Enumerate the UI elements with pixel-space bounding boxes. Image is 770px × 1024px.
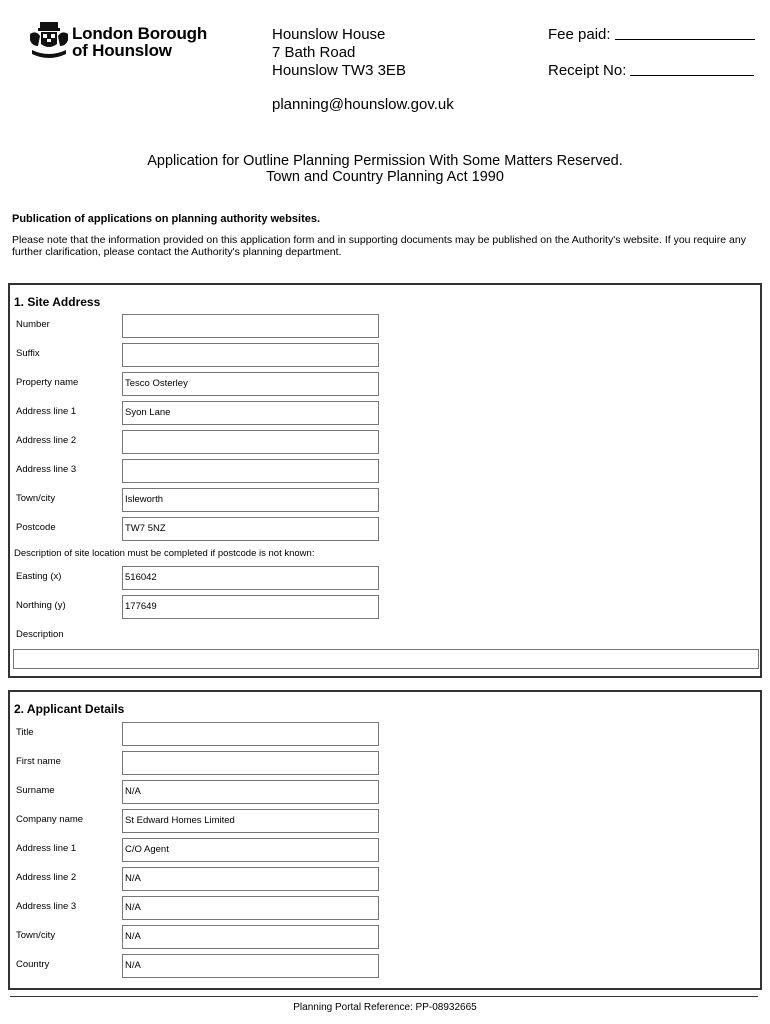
fee-paid-line <box>615 38 755 40</box>
address-line2-field[interactable] <box>122 430 379 454</box>
section-title: 1. Site Address <box>14 295 101 309</box>
company-name-field[interactable]: St Edward Homes Limited <box>122 809 379 833</box>
title-field[interactable] <box>122 722 379 746</box>
field-label: Address line 2 <box>16 872 77 883</box>
receipt-no-line <box>630 74 754 76</box>
country-field[interactable]: N/A <box>122 954 379 978</box>
organisation-name <box>72 25 207 59</box>
address-line3-field[interactable] <box>122 459 379 483</box>
section-title: 2. Applicant Details <box>14 702 125 716</box>
borough-crest-logo <box>26 20 72 60</box>
applicant-address-line3-field[interactable]: N/A <box>122 896 379 920</box>
suffix-field[interactable] <box>122 343 379 367</box>
form-title-line2: Town and Country Planning Act 1990 <box>266 169 504 185</box>
address-line1-field[interactable]: Syon Lane <box>122 401 379 425</box>
location-note: Description of site location must be completed if postcode is not known: <box>14 548 315 559</box>
receipt-no-label: Receipt No: <box>548 62 627 79</box>
applicant-details-section <box>8 690 762 990</box>
applicant-address-line2-field[interactable]: N/A <box>122 867 379 891</box>
publication-heading: Publication of applications on planning authority websites. <box>12 213 321 225</box>
receipt-no-row <box>548 62 754 79</box>
field-label: Suffix <box>16 348 40 359</box>
field-label: Address line 3 <box>16 901 77 912</box>
easting-field[interactable]: 516042 <box>122 566 379 590</box>
applicant-address-line1-field[interactable]: C/O Agent <box>122 838 379 862</box>
property-name-field[interactable]: Tesco Osterley <box>122 372 379 396</box>
contact-email: planning@hounslow.gov.uk <box>272 96 454 113</box>
field-label: First name <box>16 756 61 767</box>
footer-divider <box>10 996 758 997</box>
field-label: Company name <box>16 814 84 825</box>
field-label: Description <box>16 629 64 640</box>
address-line: 7 Bath Road <box>272 44 356 61</box>
field-label: Town/city <box>16 493 56 504</box>
town-city-field[interactable]: Isleworth <box>122 488 379 512</box>
field-label: Number <box>16 319 50 330</box>
fee-paid-row <box>548 26 755 43</box>
org-name-line1: London Borough <box>72 24 208 43</box>
field-label: Property name <box>16 377 79 388</box>
field-label: Easting (x) <box>16 571 62 582</box>
org-name-line2: of Hounslow <box>72 41 172 60</box>
applicant-town-city-field[interactable]: N/A <box>122 925 379 949</box>
form-title <box>0 153 770 185</box>
field-label: Address line 2 <box>16 435 77 446</box>
field-label: Country <box>16 959 50 970</box>
number-field[interactable] <box>122 314 379 338</box>
first-name-field[interactable] <box>122 751 379 775</box>
portal-reference: Planning Portal Reference: PP-08932665 <box>293 1002 477 1013</box>
address-line: Hounslow House <box>272 26 386 43</box>
office-address <box>272 26 406 80</box>
postcode-field[interactable]: TW7 5NZ <box>122 517 379 541</box>
field-label: Postcode <box>16 522 56 533</box>
fee-paid-label: Fee paid: <box>548 26 611 43</box>
northing-field[interactable]: 177649 <box>122 595 379 619</box>
field-label: Town/city <box>16 930 56 941</box>
surname-field[interactable]: N/A <box>122 780 379 804</box>
field-label: Address line 1 <box>16 843 77 854</box>
field-label: Surname <box>16 785 55 796</box>
field-label: Title <box>16 727 34 738</box>
form-title-line1: Application for Outline Planning Permission With Some Matters Reserved. <box>147 153 623 169</box>
site-address-section <box>8 283 762 678</box>
address-line: Hounslow TW3 3EB <box>272 62 406 79</box>
description-field[interactable] <box>13 649 759 669</box>
field-label: Northing (y) <box>16 600 66 611</box>
publication-notice: Please note that the information provided on this application form and in supporting documents may be published on the Authority's website. If you require any further clarification, please contact the Authority's planning department. <box>12 234 746 258</box>
field-label: Address line 3 <box>16 464 77 475</box>
field-label: Address line 1 <box>16 406 77 417</box>
